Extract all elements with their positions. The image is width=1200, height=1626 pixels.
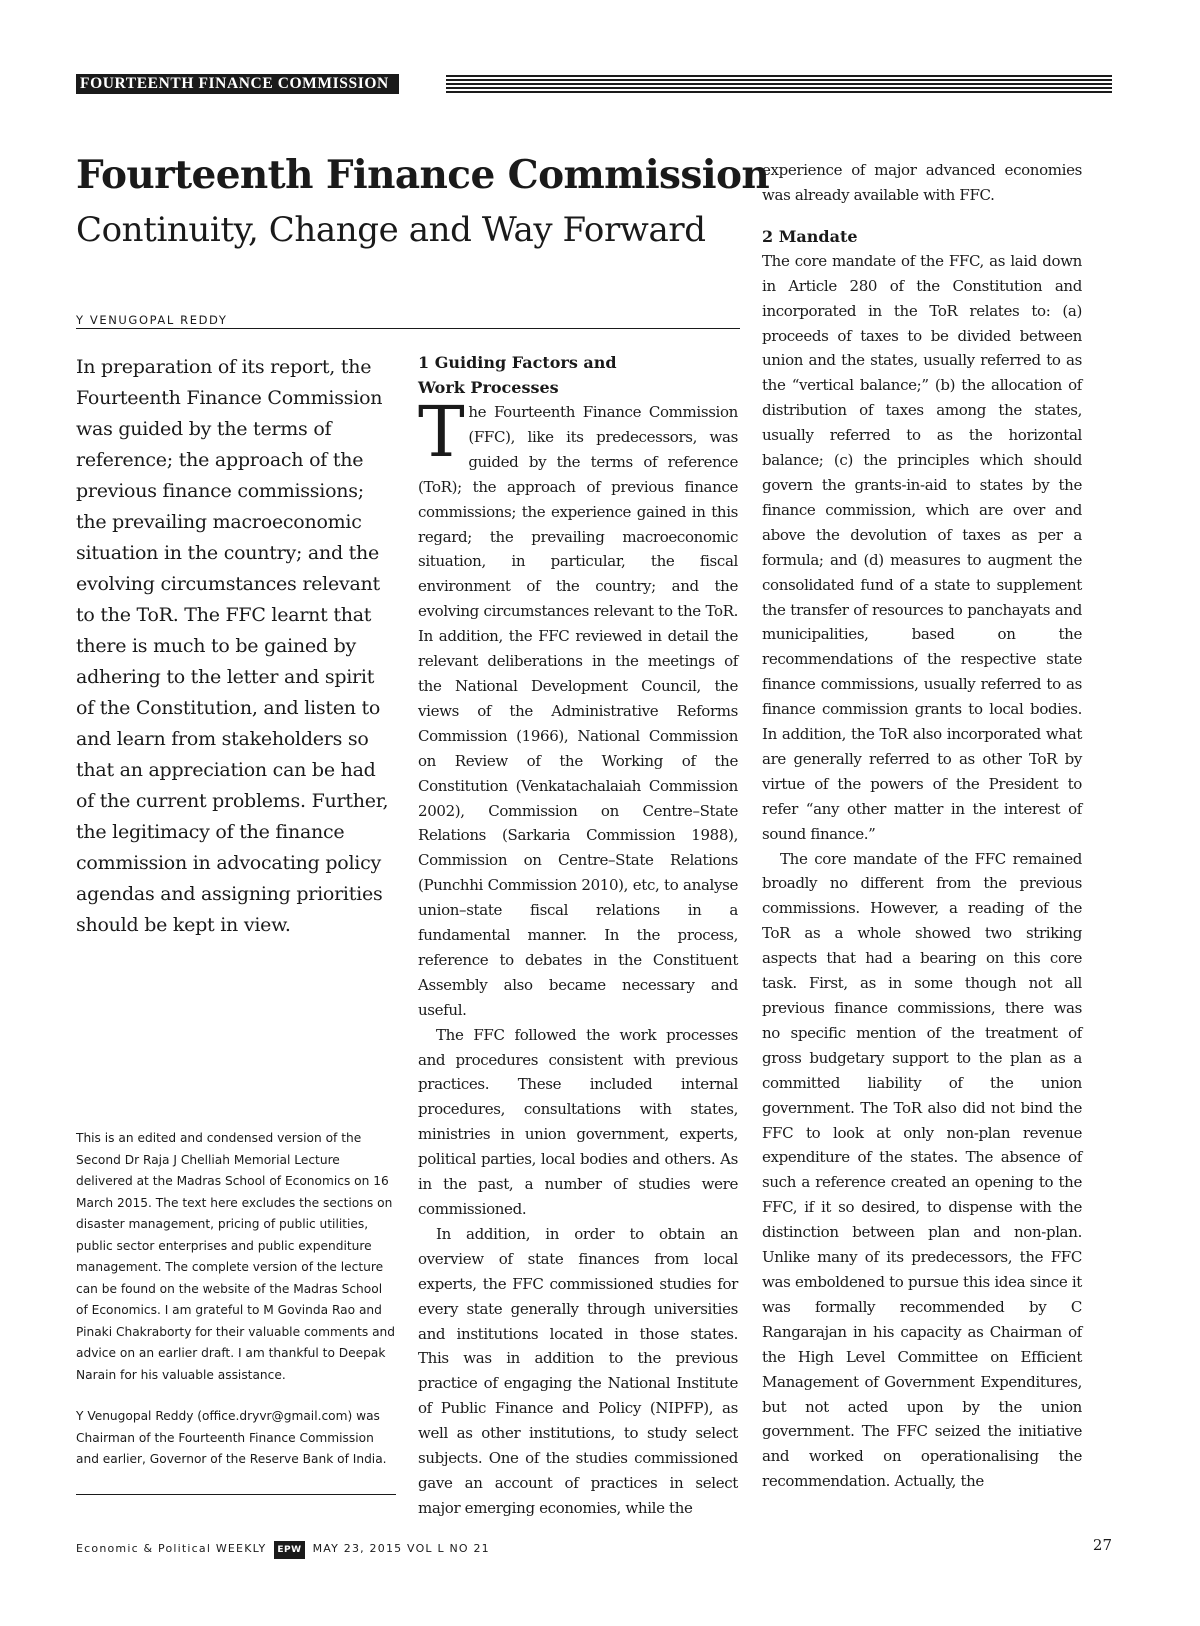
article-subtitle: Continuity, Change and Way Forward	[76, 210, 706, 250]
section-1-heading	[418, 350, 738, 400]
issue-info: MAY 23, 2015 VOL L NO 21	[312, 1542, 490, 1555]
section-1-paragraph-1-text: he Fourteenth Finance Commission (FFC), like its predecessors, was guided by the terms of reference (ToR); the approach of previous finance commissions; the experience gained in this regard; the prevailing macroeconomic situation, in particular, the fiscal environment of the country; and the evolving circumstances relevant to the ToR. In addition, the FFC reviewed in detail the relevant deliberations in the meetings of the National Development Council, the views of the Administrative Reforms Commission (1966), National Commission on Review of the Working of the Constitution (Venkatachalaiah Commission 2002), Commission on Centre–State Relations (Sarkaria Commission 1988), Commission on Centre–State Relations (Punchhi Commission 2010), etc, to analyse union–state fiscal relations in a fundamental manner. In the process, reference to debates in the Constituent Assembly also became necessary and useful.	[418, 403, 738, 1019]
page-footer	[76, 1536, 1112, 1560]
body-column-1	[418, 350, 738, 1521]
section-header-bar	[76, 74, 1112, 96]
section-2-heading: 2 Mandate	[762, 226, 858, 246]
drop-cap: T	[418, 391, 465, 473]
section-header-label: FOURTEENTH FINANCE COMMISSION	[76, 74, 399, 94]
journal-name: Economic & Political WEEKLY	[76, 1542, 267, 1555]
section-1-paragraph-1	[418, 391, 738, 1023]
section-1-heading-line2: Work Processes	[418, 378, 559, 397]
section-1-paragraph-3: In addition, in order to obtain an overview of state finances from local experts, the FFC commissioned studies for every state generally through universities and institutions located in those states. This was in addition to the previous practice of engaging the National Institute of Public Finance and Policy (NIPFP), as well as other institutions, to study select subjects. One of the studies commissioned gave an account of practices in select major emerging economies, while the	[418, 1224, 738, 1517]
bio-divider	[76, 1494, 396, 1495]
section-1-heading-line1: 1 Guiding Factors and	[418, 353, 617, 372]
page-number: 27	[1092, 1536, 1112, 1554]
section-1-paragraph-2: The FFC followed the work processes and procedures consistent with previous practices. These included internal procedures, consultations with states, ministries in union government, experts, political parties, local bodies and others. As in the past, a number of studies were commissioned.	[418, 1025, 738, 1218]
header-rule-lines	[446, 75, 1112, 93]
footnote: This is an edited and condensed version of the Second Dr Raja J Chelliah Memorial Lecture delivered at the Madras School of Economics on 16 March 2015. The text here excludes the sections on disaster management, pricing of public utilities, public sector enterprises and public expenditure management. The complete version of the lecture can be found on the website of the Madras School of Economics. I am grateful to M Govinda Rao and Pinaki Chakraborty for their valuable comments and advice on an earlier draft. I am thankful to Deepak Narain for his valuable assistance.	[76, 1131, 395, 1382]
section-2-paragraph-1: The core mandate of the FFC, as laid down in Article 280 of the Constitution and incorporated in the ToR relates to: (a) proceeds of taxes to be divided between union and the states, usually referred to as the “vertical balance;” (b) the allocation of distribution of taxes among the states, usually referred to as the horizontal balance; (c) the principles which should govern the grants-in-aid to states by the finance commission, which are over and above the devolution of taxes as per a formula; and (d) measures to augment the consolidated fund of a state to supplement the transfer of resources to panchayats and municipalities, based on the recommendations of the respective state finance commissions, usually referred to as finance commission grants to local bodies. In addition, the ToR also incorporated what are generally referred to as other ToR by virtue of the powers of the President to refer “any other matter in the interest of sound finance.”	[762, 251, 1082, 843]
section-2-paragraph-2: The core mandate of the FFC remained broadly no different from the previous commissions. However, a reading of the ToR as a whole showed two striking aspects that had a bearing on this core task. First, as in some though not all previous finance commissions, there was no specific mention of the treatment of gross budgetary support to the plan as a committed liability of the union government. The ToR also did not bind the FFC to look at only non-plan revenue expenditure of the states. The absence of such a reference created an opening to the FFC, if it so desired, to dispense with the distinction between plan and non-plan. Unlike many of its predecessors, the FFC was emboldened to pursue this idea since it was formally recommended by C Rangarajan in his capacity as Chairman of the High Level Committee on Efficient Management of Government Expenditures, but not acted upon by the union government. The FFC seized the initiative and worked on operationalising the recommendation. Actually, the	[762, 849, 1082, 1491]
author-bio: Y Venugopal Reddy (office.dryvr@gmail.com) was Chairman of the Fourteenth Finance Commission and earlier, Governor of the Reserve Bank of India.	[76, 1409, 387, 1466]
continued-text: experience of major advanced economies was already available with FFC.	[762, 161, 1082, 204]
epw-badge: EPW	[274, 1541, 304, 1559]
byline-divider	[76, 328, 740, 329]
footer-journal-info	[76, 1540, 490, 1559]
article-title: Fourteenth Finance Commission	[76, 152, 770, 198]
abstract: In preparation of its report, the Fourteenth Finance Commission was guided by the terms of reference; the approach of the previous finance commissions; the prevailing macroeconomic situation in the country; and the evolving circumstances relevant to the ToR. The FFC learnt that there is much to be gained by adhering to the letter and spirit of the Constitution, and listen to and learn from stakeholders so that an appreciation can be had of the current problems. Further, the legitimacy of the finance commission in advocating policy agendas and assigning priorities should be kept in view.	[76, 356, 389, 936]
author-byline: Y VENUGOPAL REDDY	[76, 313, 228, 327]
body-column-2	[762, 158, 1082, 1494]
